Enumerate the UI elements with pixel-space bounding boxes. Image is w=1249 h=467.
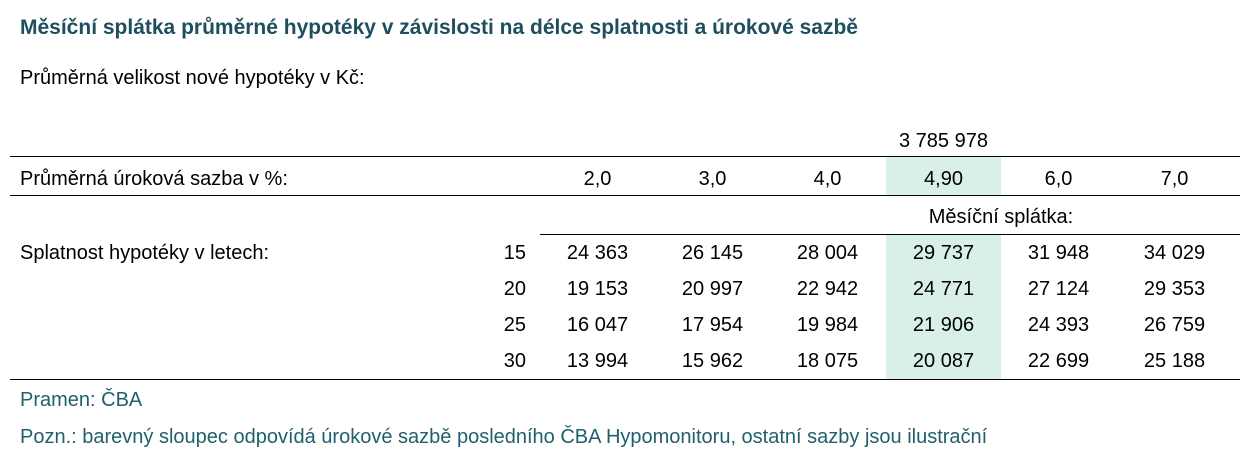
table-cell: 18 075 <box>796 350 859 372</box>
rate-header-4-90: 4,90 <box>924 168 963 190</box>
table-cell: 28 004 <box>796 242 859 264</box>
table-cell: 26 759 <box>1143 314 1206 336</box>
rate-header-2-0: 2,0 <box>583 168 612 190</box>
source-note: Pramen: ČBA <box>20 389 143 411</box>
loan-amount-value: 3 785 978 <box>899 130 988 152</box>
divider-bottom <box>10 379 1240 380</box>
loan-term-label: Splatnost hypotéky v letech: <box>20 242 270 264</box>
table-cell: 29 737 <box>912 242 975 264</box>
table-cell: 34 029 <box>1143 242 1206 264</box>
table-cell: 25 188 <box>1143 350 1206 372</box>
table-cell: 24 771 <box>912 278 975 300</box>
table-cell: 24 393 <box>1027 314 1090 336</box>
term-15: 15 <box>503 242 526 264</box>
table-cell: 20 997 <box>681 278 744 300</box>
rate-header-3-0: 3,0 <box>698 168 727 190</box>
table-cell: 24 363 <box>566 242 629 264</box>
table-cell: 26 145 <box>681 242 744 264</box>
rate-header-4-0: 4,0 <box>813 168 842 190</box>
table-cell: 17 954 <box>681 314 744 336</box>
table-cell: 22 699 <box>1027 350 1090 372</box>
table-cell: 19 153 <box>566 278 629 300</box>
interest-rate-label: Průměrná úroková sazba v %: <box>20 168 288 190</box>
footnote: Pozn.: barevný sloupec odpovídá úrokové sazbě posledního ČBA Hypomonitoru, ostatní sazby jsou ilustrační <box>20 426 988 448</box>
monthly-payment-label: Měsíční splátka: <box>928 206 1074 228</box>
table-cell: 19 984 <box>796 314 859 336</box>
table-cell: 22 942 <box>796 278 859 300</box>
term-25: 25 <box>503 314 526 336</box>
table-cell: 16 047 <box>566 314 629 336</box>
table-cell: 13 994 <box>566 350 629 372</box>
divider-top <box>10 156 1240 157</box>
table-cell: 21 906 <box>912 314 975 336</box>
rate-header-7-0: 7,0 <box>1160 168 1189 190</box>
table-cell: 31 948 <box>1027 242 1090 264</box>
term-20: 20 <box>503 278 526 300</box>
divider-subheader <box>540 234 1240 235</box>
loan-amount-label: Průměrná velikost nové hypotéky v Kč: <box>20 67 365 89</box>
term-30: 30 <box>503 350 526 372</box>
table-cell: 20 087 <box>912 350 975 372</box>
table-cell: 15 962 <box>681 350 744 372</box>
table-title: Měsíční splátka průměrné hypotéky v závislosti na délce splatnosti a úrokové sazbě <box>20 16 858 39</box>
rate-header-6-0: 6,0 <box>1044 168 1073 190</box>
divider-header <box>10 195 1240 196</box>
table-cell: 29 353 <box>1143 278 1206 300</box>
table-cell: 27 124 <box>1027 278 1090 300</box>
